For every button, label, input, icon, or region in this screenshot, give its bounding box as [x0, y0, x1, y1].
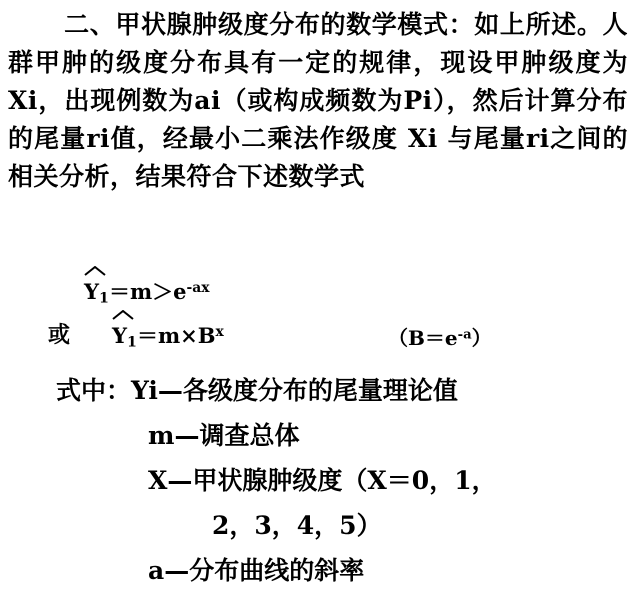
definition-line-5: [0, 548, 633, 593]
hat-accent-icon: [84, 266, 106, 276]
formula-2-note: [388, 322, 492, 351]
formula-2-expression: [112, 320, 224, 351]
formula-2-var: Y: [112, 323, 127, 348]
formula-2-note-start: （B＝e: [388, 326, 458, 350]
hat-variable-y: [84, 279, 99, 304]
formula-2-sup: x: [215, 324, 224, 341]
definition-text-1: Yi—各级度分布的尾量理论值: [131, 376, 458, 405]
paragraph-text: [8, 6, 628, 196]
definition-text-5: a—分布曲线的斜率: [148, 556, 365, 585]
formula-2-note-sup: -a: [457, 327, 472, 343]
formula-2-note-end: ）: [471, 326, 492, 350]
definitions-list: [0, 368, 633, 593]
formula-1-equals: ＝: [108, 279, 130, 304]
paragraph-number: 二、: [64, 10, 116, 39]
formula-2-or-label: 或: [48, 322, 71, 348]
definition-line-3: [0, 458, 633, 503]
definitions-header: 式中：: [56, 376, 132, 405]
formula-block: [0, 262, 633, 354]
formula-line-2: [0, 308, 633, 354]
formula-2-sub: 1: [127, 334, 137, 351]
definition-text-4: 2，3，4，5）: [212, 511, 382, 540]
formula-1-sub: 1: [99, 290, 109, 307]
definition-line-2: [0, 413, 633, 458]
formula-line-1: [0, 262, 633, 308]
hat-variable-y-2: [112, 323, 127, 348]
hat-accent-icon-2: [112, 310, 134, 320]
definition-line-4: [0, 503, 633, 548]
definition-text-2: m—调查总体: [148, 421, 300, 450]
definition-text-3: X—甲状腺肿级度（X＝0，1，: [148, 466, 497, 495]
formula-1-rhs: m＞e: [129, 279, 187, 304]
definition-line-1: [0, 368, 633, 413]
formula-1-expression: [84, 276, 210, 307]
formula-1-var: Y: [84, 279, 99, 304]
formula-2-equals: ＝: [136, 323, 158, 348]
formula-1-sup: -ax: [186, 280, 210, 297]
formula-2-rhs: m×B: [157, 323, 216, 348]
paragraph-content: 甲状腺肿级度分布的数学模式：如上所述。人群甲肿的级度分布具有一定的规律，现设甲肿级度为Xi，出现例数为ai（或构成频数为Pi），然后计算分布的尾量ri值，经最小二乘法作级度 Xi 与尾量ri之间的相关分析，结果符合下述数学式: [8, 10, 628, 191]
body-paragraph: [8, 6, 628, 196]
